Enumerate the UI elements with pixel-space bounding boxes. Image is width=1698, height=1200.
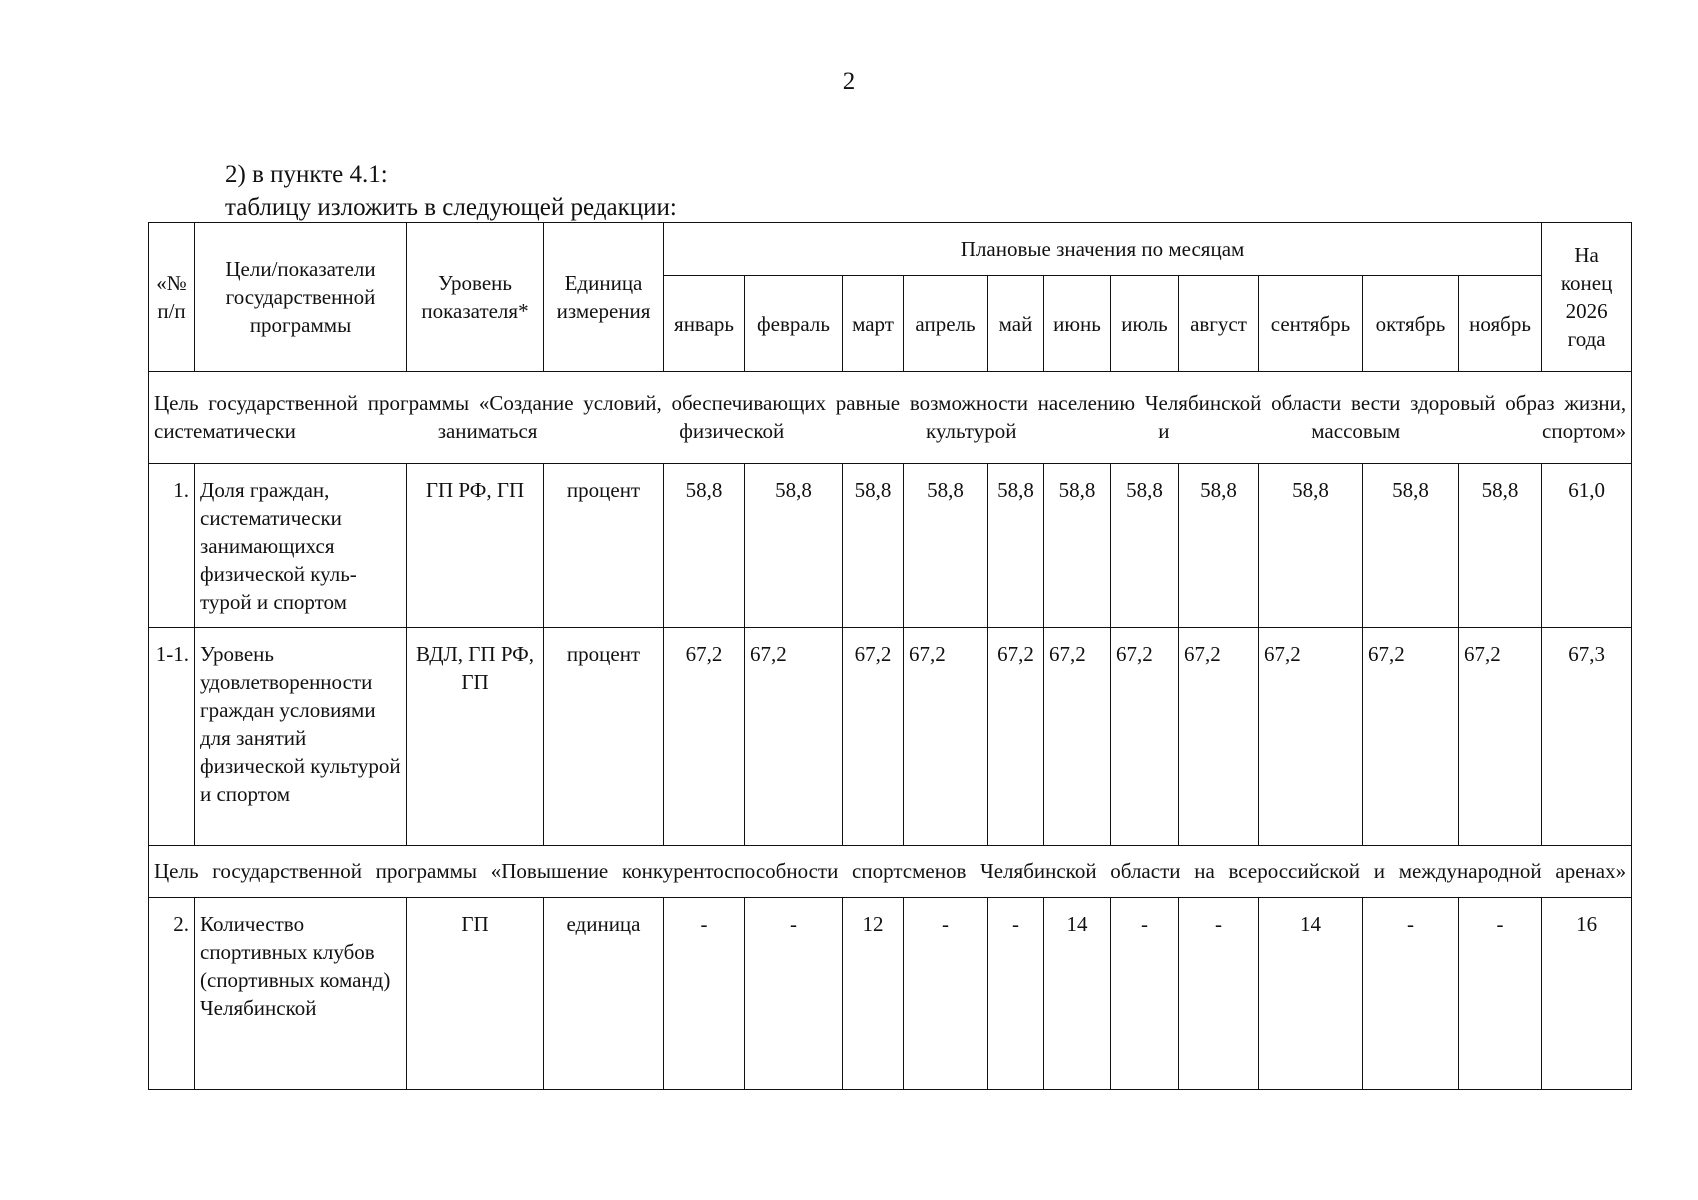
header-unit: Единица измерения — [544, 223, 664, 372]
table-row — [149, 898, 1632, 1090]
header-month: январь — [664, 276, 745, 372]
intro-text — [225, 158, 677, 224]
row-value: 67,2 — [1459, 627, 1542, 845]
row-level: ВДЛ, ГП РФ, ГП — [407, 627, 544, 845]
plan-table — [148, 222, 1632, 1090]
row-num: 1-1. — [149, 627, 195, 845]
header-month: февраль — [745, 276, 843, 372]
table-row — [149, 627, 1632, 845]
row-value: 14 — [1044, 898, 1111, 1090]
row-value: 58,8 — [1111, 463, 1179, 627]
intro-line-2: таблицу изложить в следующей редакции: — [225, 194, 677, 221]
row-value: - — [664, 898, 745, 1090]
row-value: 12 — [843, 898, 904, 1090]
row-value: - — [988, 898, 1044, 1090]
row-value: 67,2 — [1259, 627, 1363, 845]
row-value: 67,2 — [1111, 627, 1179, 845]
row-value: 58,8 — [1459, 463, 1542, 627]
row-value: - — [1363, 898, 1459, 1090]
row-value: 67,2 — [843, 627, 904, 845]
page-number: 2 — [842, 68, 856, 95]
intro-line-1: 2) в пункте 4.1: — [225, 161, 388, 188]
row-name: Уровень удовлетворенности граждан условиями для занятий физической культурой и спортом — [195, 627, 407, 845]
header-num: «№ п/п — [149, 223, 195, 372]
header-plan-group: Плановые значения по месяцам — [664, 223, 1542, 276]
row-value: 58,8 — [745, 463, 843, 627]
header-month: июнь — [1044, 276, 1111, 372]
header-end-of-year: На конец 2026 года — [1542, 223, 1632, 372]
row-name: Доля граждан, систематически занимающихся физической куль-турой и спортом — [195, 463, 407, 627]
row-value: - — [1111, 898, 1179, 1090]
row-value: 58,8 — [1179, 463, 1259, 627]
table-row — [149, 463, 1632, 627]
goal-text-2: Цель государственной программы «Повышение конкурентоспособности спортсменов Челябинской области на всероссийской и международной аренах» — [149, 845, 1632, 897]
row-unit: процент — [544, 463, 664, 627]
header-month: октябрь — [1363, 276, 1459, 372]
row-value: 67,2 — [988, 627, 1044, 845]
header-month: май — [988, 276, 1044, 372]
row-num: 2. — [149, 898, 195, 1090]
header-month: апрель — [904, 276, 988, 372]
row-value: 58,8 — [1363, 463, 1459, 627]
header-row-group — [149, 223, 1632, 276]
row-value: 58,8 — [1259, 463, 1363, 627]
row-value: 67,2 — [1179, 627, 1259, 845]
row-end-value: 16 — [1542, 898, 1632, 1090]
row-value: - — [1459, 898, 1542, 1090]
row-value: 58,8 — [988, 463, 1044, 627]
goal-row — [149, 845, 1632, 897]
row-value: 67,2 — [745, 627, 843, 845]
row-value: 58,8 — [843, 463, 904, 627]
row-value: 67,2 — [664, 627, 745, 845]
row-end-value: 61,0 — [1542, 463, 1632, 627]
row-value: 67,2 — [1044, 627, 1111, 845]
row-value: - — [1179, 898, 1259, 1090]
goal-text-1: Цель государственной программы «Создание условий, обеспечивающих равные возможности населению Челябинской области вести здоровый образ жизни, систематически заниматься физической культурой и массовым спортом» — [149, 372, 1632, 464]
row-value: 58,8 — [664, 463, 745, 627]
row-unit: процент — [544, 627, 664, 845]
header-month: март — [843, 276, 904, 372]
header-month: август — [1179, 276, 1259, 372]
row-unit: единица — [544, 898, 664, 1090]
row-level: ГП — [407, 898, 544, 1090]
row-value: 58,8 — [1044, 463, 1111, 627]
row-end-value: 67,3 — [1542, 627, 1632, 845]
row-value: - — [745, 898, 843, 1090]
row-num: 1. — [149, 463, 195, 627]
header-month: июль — [1111, 276, 1179, 372]
header-month: сентябрь — [1259, 276, 1363, 372]
row-value: 67,2 — [1363, 627, 1459, 845]
row-value: 58,8 — [904, 463, 988, 627]
row-name: Количество спортивных клубов (спортивных команд) Челябинской — [195, 898, 407, 1090]
row-value: - — [904, 898, 988, 1090]
header-month: ноябрь — [1459, 276, 1542, 372]
header-name: Цели/показатели государственной программы — [195, 223, 407, 372]
header-level: Уровень показателя* — [407, 223, 544, 372]
row-level: ГП РФ, ГП — [407, 463, 544, 627]
goal-row — [149, 372, 1632, 464]
row-value: 67,2 — [904, 627, 988, 845]
row-value: 14 — [1259, 898, 1363, 1090]
